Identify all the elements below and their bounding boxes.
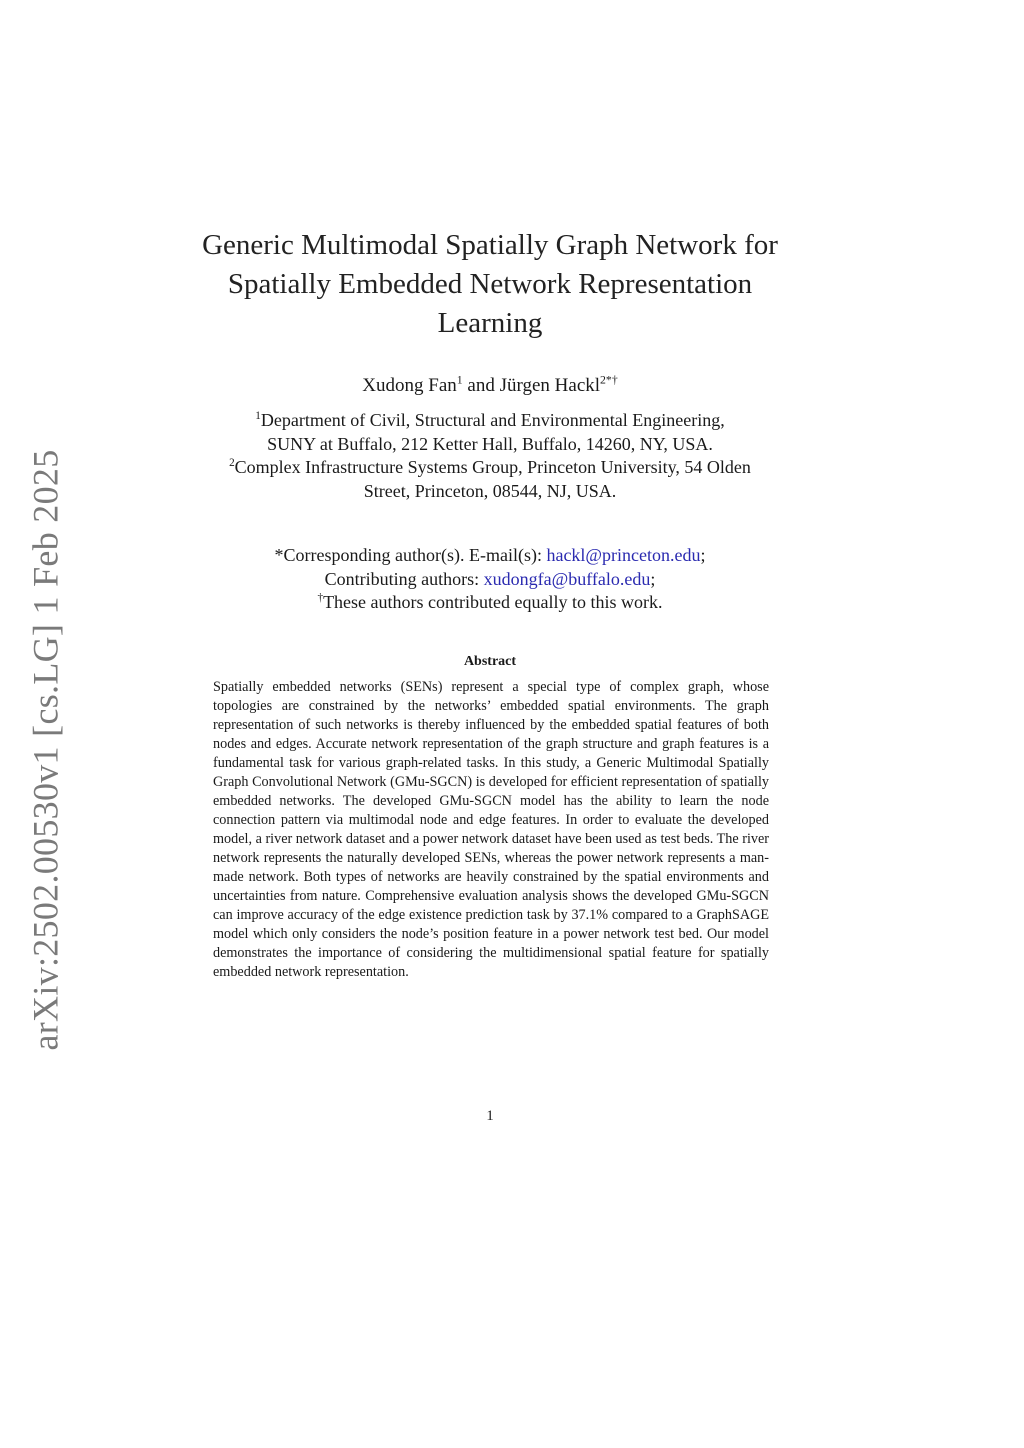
contributing-email-link[interactable]: xudongfa@buffalo.edu [483,568,651,589]
author-affiliation-marker: 1 [456,373,463,387]
affiliation-line [180,409,800,433]
equal-contribution-text: These authors contributed equally to this work. [323,592,663,612]
corresponding-label: *Corresponding author(s). E-mail(s): [274,545,547,565]
affiliation-text: Complex Infrastructure Systems Group, Princeton University, 54 Olden [234,457,751,477]
author-list [180,374,800,398]
affiliation-marker: 1 [255,410,261,422]
corresponding-email-link[interactable]: hackl@princeton.edu [546,545,701,565]
author-affiliation-marker: 2*† [600,373,618,387]
equal-contribution-note [180,591,800,615]
author-name: Jürgen Hackl [499,375,601,396]
separator: ; [650,568,656,589]
dagger-marker: † [317,592,324,604]
separator: ; [700,545,706,565]
affiliation-line: Street, Princeton, 08544, NJ, USA. [363,480,617,501]
affiliation-marker: 2 [229,457,235,469]
affiliation-text: Department of Civil, Structural and Environmental Engineering, [260,410,725,430]
title-line: Learning [437,307,543,339]
contributing-label: Contributing authors: [324,568,484,589]
author-connector: and [462,375,500,396]
title-line: Spatially Embedded Network Representation [227,268,753,300]
paper-title [180,226,800,343]
corresponding-author-line [180,544,800,568]
contact-info [180,544,800,615]
contributing-authors-line [180,568,800,592]
arxiv-identifier: arXiv:2502.00530v1 [cs.LG] 1 Feb 2025 [26,449,66,1051]
affiliation-line [180,456,800,480]
page-number: 1 [486,1108,494,1124]
abstract-text: Spatially embedded networks (SENs) represent a special type of complex graph, whose topologies are constrained by the networks’ embedded spatial environments. The graph representation of such networks is thereby influenced by the embedded spatial features of both nodes and edges. Accurate network representation of the graph structure and graph features is a fundamental task for various graph-related tasks. In this study, a Generic Multimodal Spatially Graph Convolutional Network (GMu-SGCN) is developed for efficient representation of spatially embedded networks. The developed GMu-SGCN model has the ability to learn the node connection pattern via multimodal node and edge features. In order to evaluate the developed model, a river network dataset and a power network dataset have been used as test beds. The river network represents the naturally developed SENs, whereas the power network represents a man-made network. Both types of networks are heavily constrained by the spatial environments and uncertainties from nature. Comprehensive evaluation analysis shows the developed GMu-SGCN can improve accuracy of the edge existence prediction task by 37.1% compared to a GraphSAGE model which only considers the node’s position feature in a power network test bed. Our model demonstrates the importance of considering the multidimensional spatial feature for spatially embedded network representation. [213,679,769,980]
affiliations [180,409,800,503]
abstract-heading: Abstract [463,654,517,669]
author-name: Xudong Fan [362,375,457,396]
affiliation-line: SUNY at Buffalo, 212 Ketter Hall, Buffalo, 14260, NY, USA. [267,433,713,454]
arxiv-sidebar-watermark [12,449,80,1051]
title-line: Generic Multimodal Spatially Graph Network for [202,229,778,261]
